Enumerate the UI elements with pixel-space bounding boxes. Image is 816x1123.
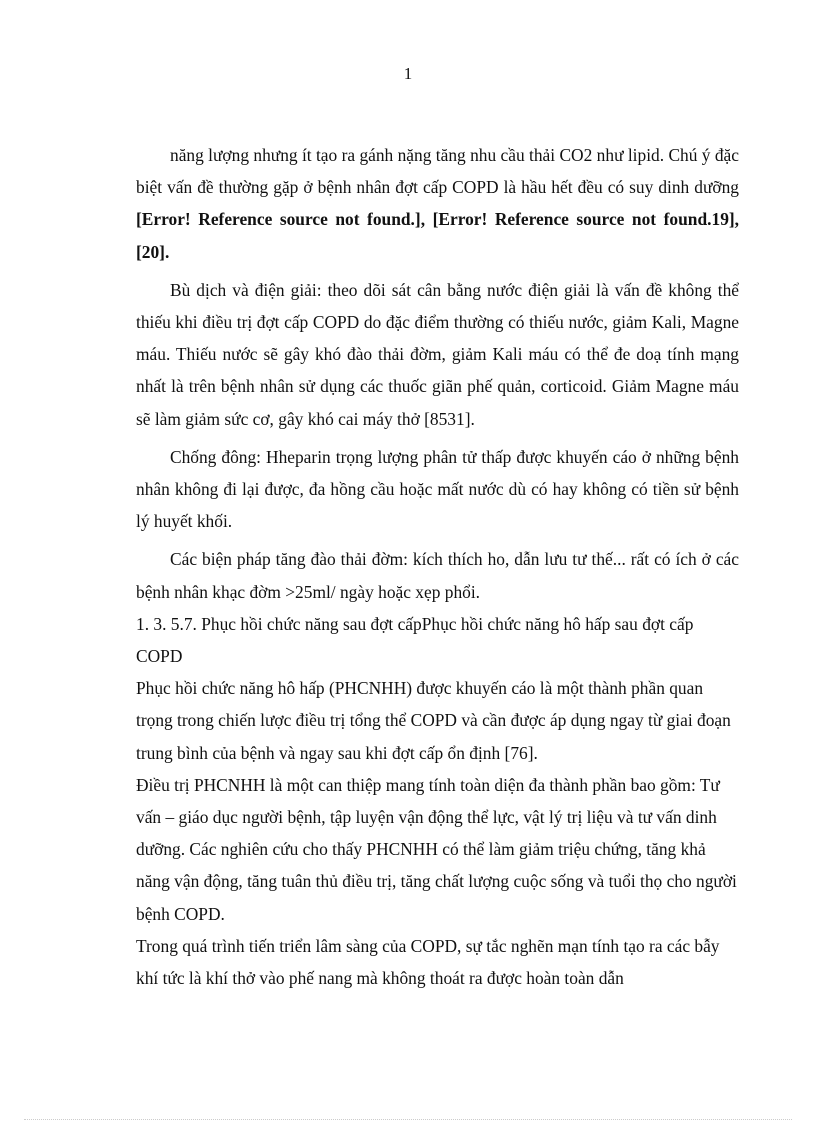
paragraph-nutrition xyxy=(136,139,739,268)
paragraph-nutrition-text: năng lượng nhưng ít tạo ra gánh nặng tăng nhu cầu thải CO2 như lipid. Chú ý đặc biệt vấn đề thường gặp ở bệnh nhân đợt cấp COPD là hầu hết đều có suy dinh dưỡng xyxy=(136,145,739,198)
paragraph-air-trapping: Trong quá trình tiến triển lâm sàng của COPD, sự tắc nghẽn mạn tính tạo ra các bẫy khí tức là khí thở vào phế nang mà không thoát ra được hoàn toàn dẫn xyxy=(136,935,720,989)
reference-error-2: Error! Reference source not found. xyxy=(438,209,712,230)
paragraph-anticoagulation: Chống đông: Hheparin trọng lượng phân tử thấp được khuyến cáo ở những bệnh nhân không đi lại được, đa hồng cầu hoặc mất nước dù có hay không có tiền sử bệnh lý huyết khối. xyxy=(136,446,739,532)
reference-tail: 19], [20]. xyxy=(136,209,740,262)
paragraph-rehab-intro: Phục hồi chức năng hô hấp (PHCNHH) được khuyến cáo là một thành phần quan trọng trong chiến lược điều trị tổng thể COPD và cần được áp dụng ngay từ giai đoạn trung bình của bệnh và ngay sau khi đợt cấp ổn định [76]. xyxy=(136,678,731,763)
page-number: 1 xyxy=(403,64,413,83)
reference-error-separator: ], [ xyxy=(414,209,439,230)
paragraph-rehab-components: Điều trị PHCNHH là một can thiệp mang tính toàn diện đa thành phần bao gồm: Tư vấn – giáo dục người bệnh, tập luyện vận động thể lực, vật lý trị liệu và tư vấn dinh dưỡng. Các nghiên cứu cho thấy PHCNHH có thể làm giảm triệu chứng, tăng khả năng vận động, tăng tuân thủ điều trị, tăng chất lượng cuộc sống và tuổi thọ cho người bệnh COPD. xyxy=(136,774,737,924)
paragraph-fluids-electrolytes: Bù dịch và điện giải: theo dõi sát cân bằng nước điện giải là vấn đề không thể thiếu khi điều trị đợt cấp COPD do đặc điểm thường có thiếu nước, giảm Kali, Magne máu. Thiếu nước sẽ gây khó đào thải đờm, giảm Kali máu có thể đe doạ tính mạng nhất là trên bệnh nhân sử dụng các thuốc giãn phế quản, corticoid. Giảm Magne máu sẽ làm giảm sức cơ, gây khó cai máy thở [8531]. xyxy=(136,279,739,429)
reference-error-1: Error! Reference source not found. xyxy=(141,209,415,230)
paragraph-sputum-clearance: Các biện pháp tăng đào thải đờm: kích thích ho, dẫn lưu tư thế... rất có ích ở các bệnh nhân khạc đờm >25ml/ ngày hoặc xẹp phổi. xyxy=(136,549,739,602)
reference-error-open: [ xyxy=(136,209,142,230)
section-heading: 1. 3. 5.7. Phục hồi chức năng sau đợt cấpPhục hồi chức năng hô hấp sau đợt cấp COPD xyxy=(136,613,694,667)
page-bottom-border xyxy=(24,1119,792,1120)
document-body xyxy=(136,139,739,994)
